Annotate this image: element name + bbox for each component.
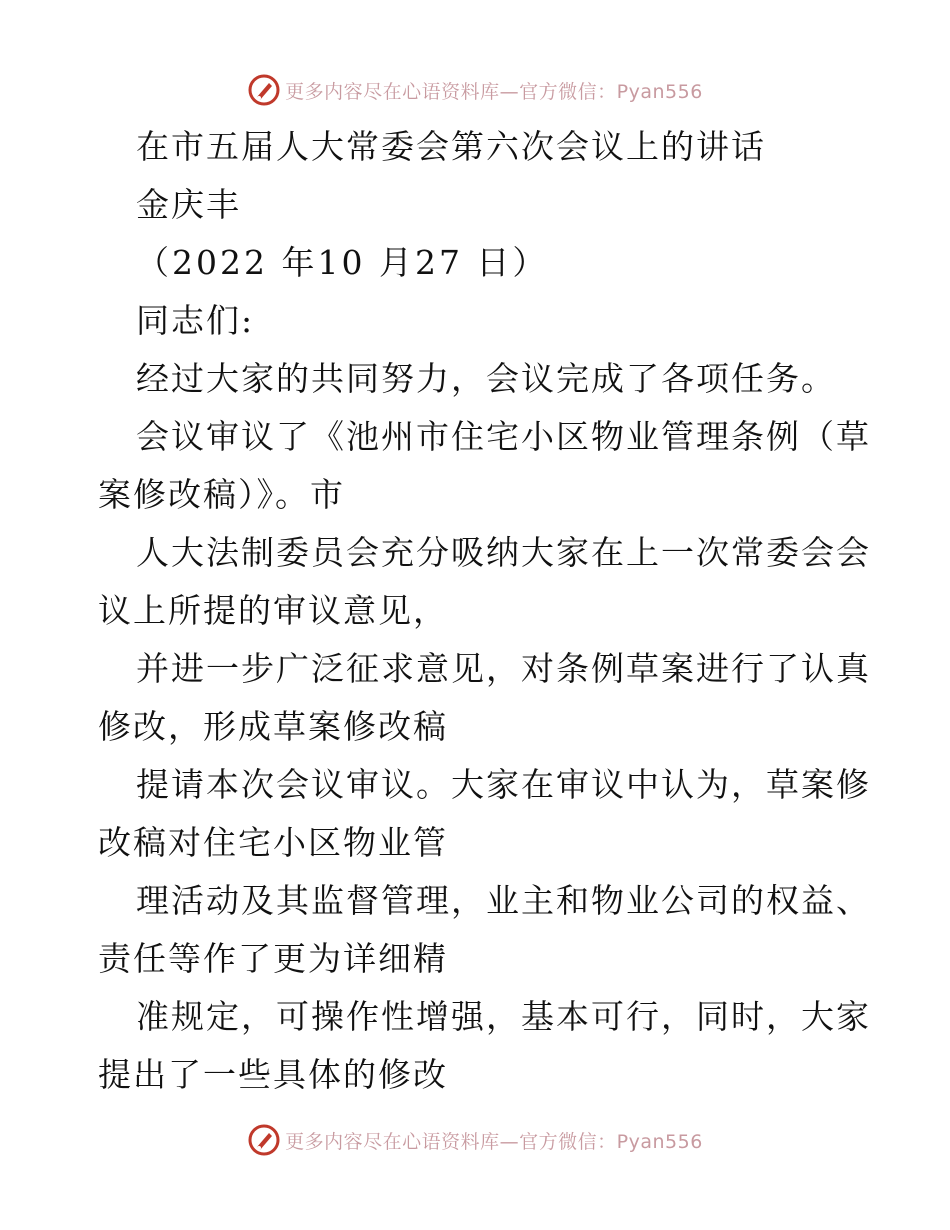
paragraph-line: 责任等作了更为详细精: [98, 939, 448, 978]
speech-date: （2022 年10 月27 日）: [136, 243, 549, 282]
salutation: 同志们:: [136, 301, 255, 340]
watermark-banner-top: [0, 70, 950, 110]
paragraph-line: 改稿对住宅小区物业管: [98, 823, 448, 862]
paragraph-line: 案修改稿）》。市: [98, 475, 345, 514]
paragraph-line: 并进一步广泛征求意见，对条例草案进行了认真: [136, 649, 871, 688]
watermark-text: 更多内容尽在心语资料库—官方微信：Pyan556: [285, 1130, 703, 1153]
speaker-name: 金庆丰: [136, 185, 241, 224]
paragraph-line: 人大法制委员会充分吸纳大家在上一次常委会会: [136, 533, 871, 572]
ink-pen-logo-icon: [247, 73, 281, 107]
watermark-text: 更多内容尽在心语资料库—官方微信：Pyan556: [285, 80, 703, 103]
paragraph-line: 理活动及其监督管理，业主和物业公司的权益、: [136, 881, 871, 920]
paragraph-line: 提请本次会议审议。大家在审议中认为，草案修: [136, 765, 871, 804]
document-body: [98, 118, 871, 1104]
paragraph-line: 会议审议了《池州市住宅小区物业管理条例（草: [136, 417, 871, 456]
paragraph-line: 修改，形成草案修改稿: [98, 707, 448, 746]
paragraph-line: 准规定，可操作性增强，基本可行，同时，大家: [136, 997, 871, 1036]
watermark-banner-bottom: [0, 1120, 950, 1160]
paragraph-line: 经过大家的共同努力，会议完成了各项任务。: [136, 359, 836, 398]
speech-title: 在市五届人大常委会第六次会议上的讲话: [136, 127, 766, 166]
ink-pen-logo-icon: [247, 1123, 281, 1157]
paragraph-line: 议上所提的审议意见，: [98, 591, 448, 630]
paragraph-line: 提出了一些具体的修改: [98, 1055, 448, 1094]
